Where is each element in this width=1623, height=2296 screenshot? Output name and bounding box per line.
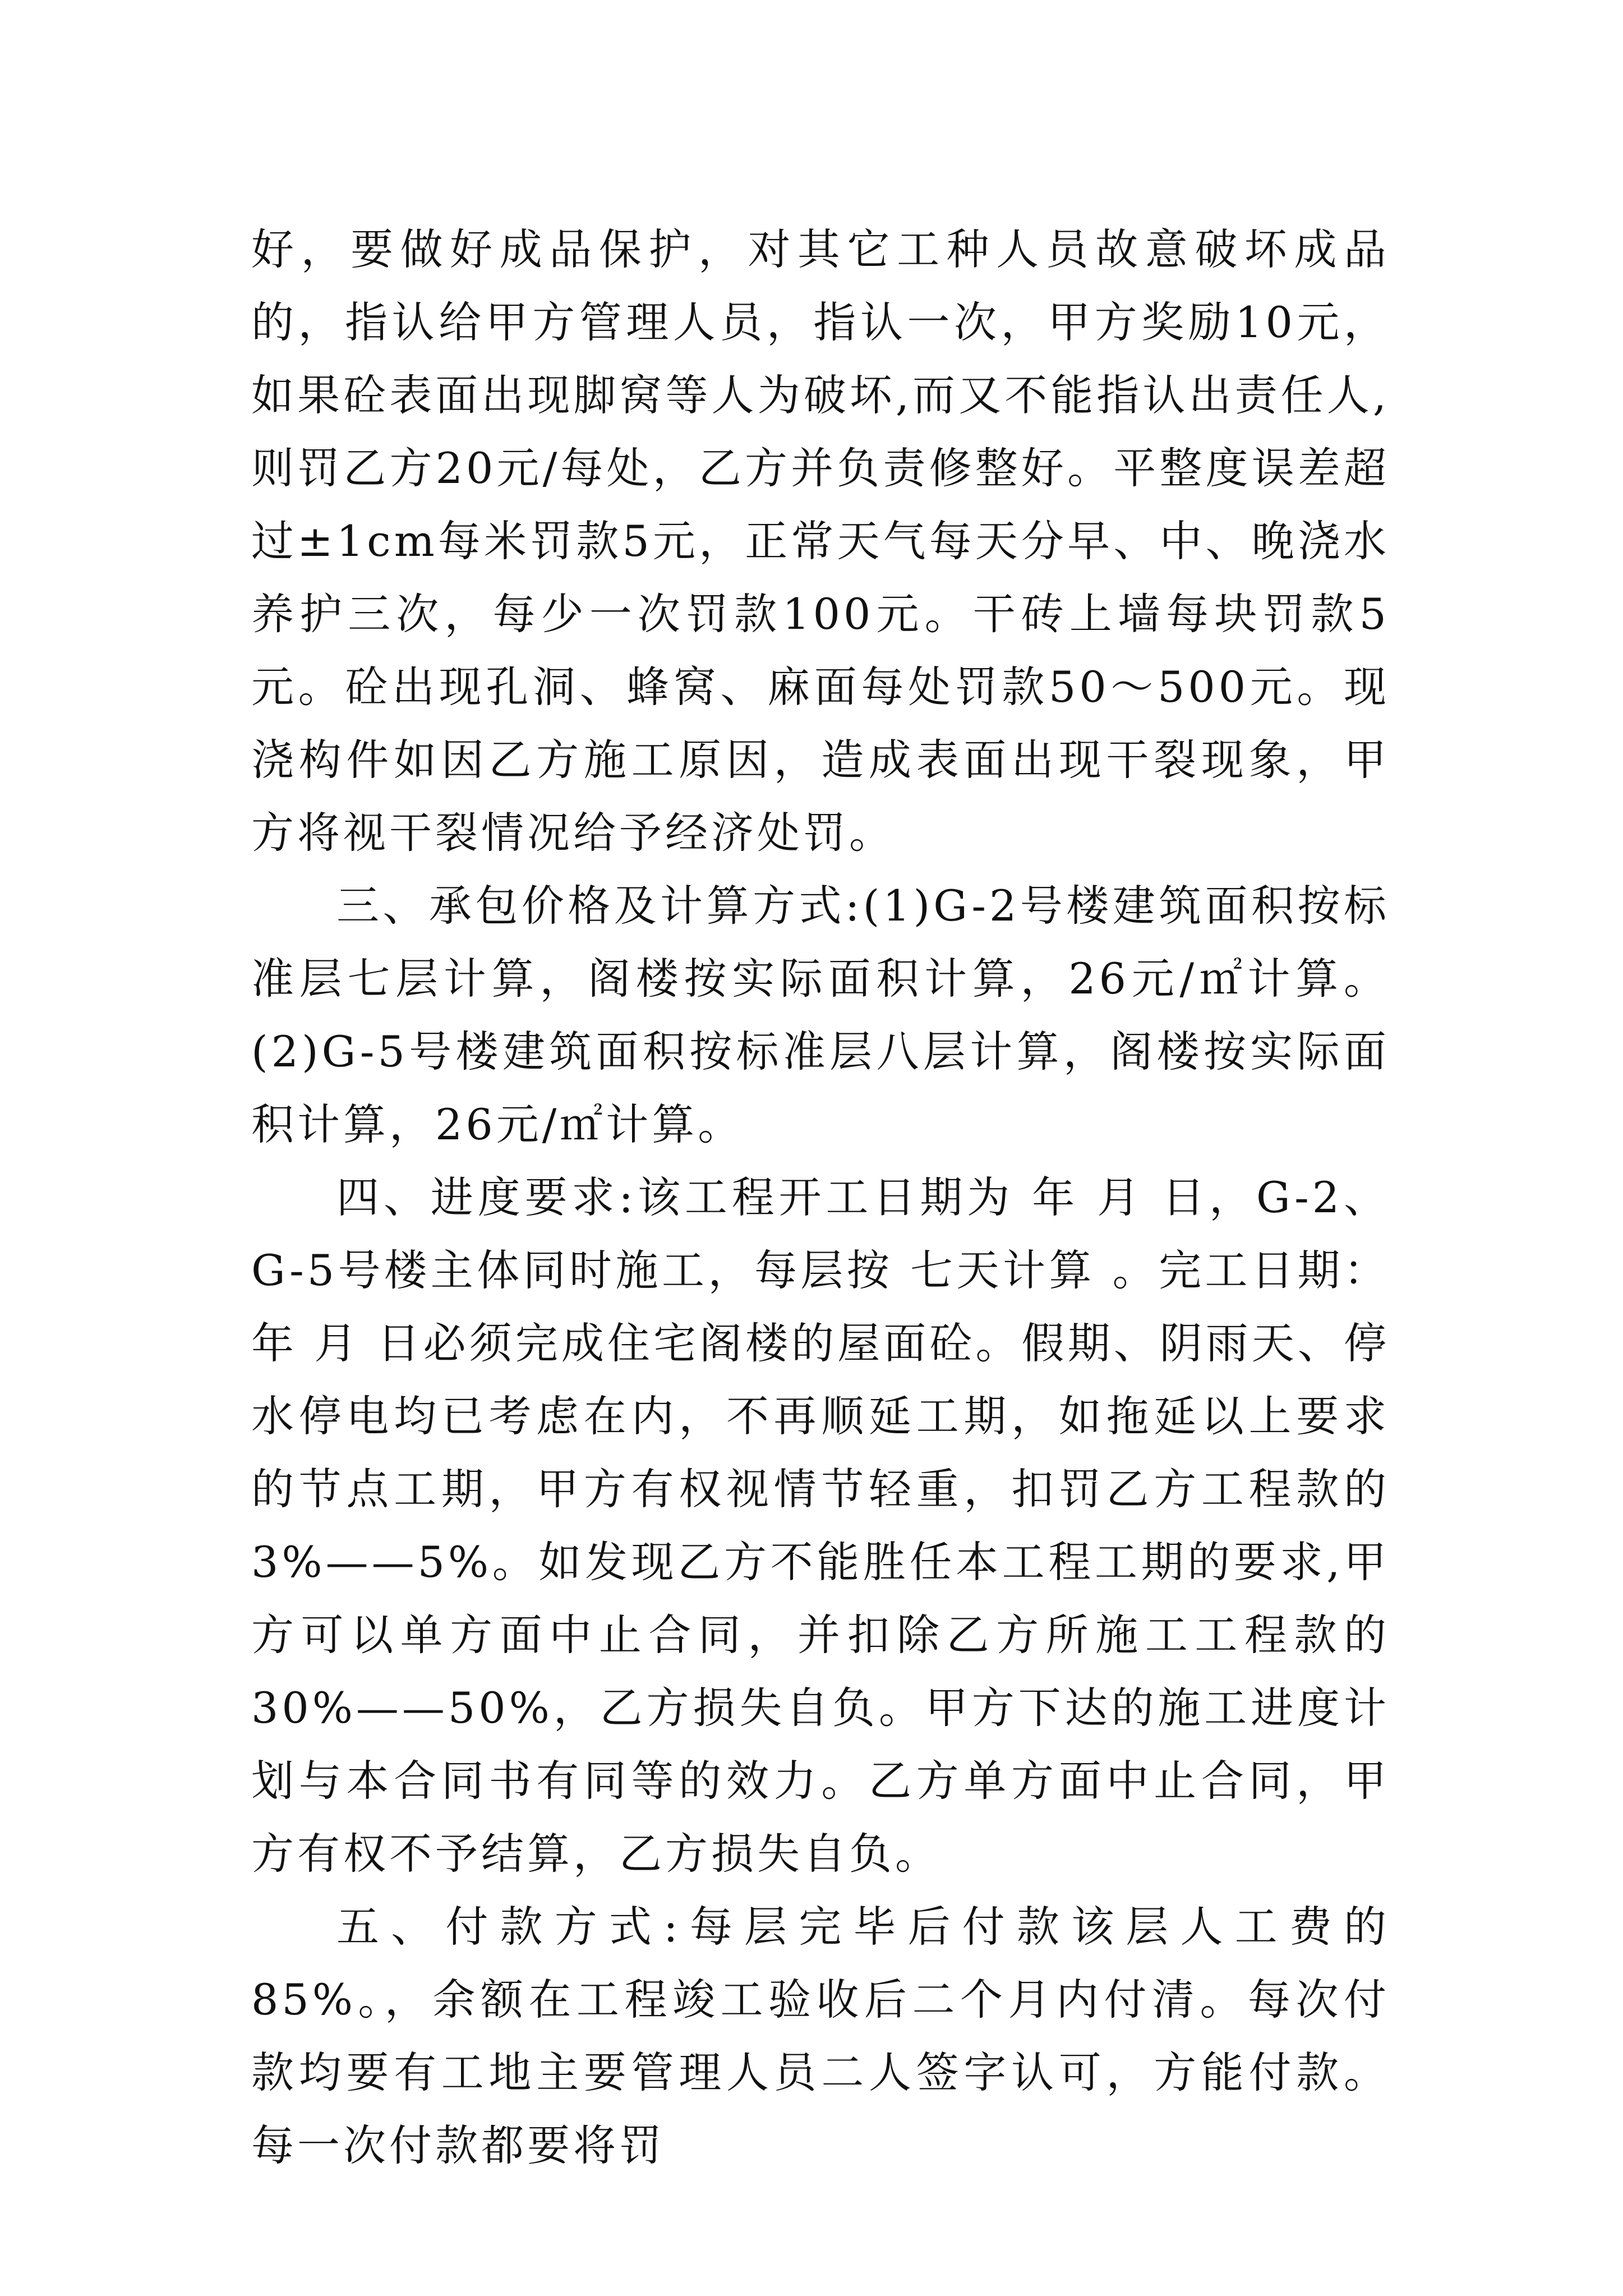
- paragraph-payment-terms: 五、付款方式:每层完毕后付款该层人工费的85%。，余额在工程竣工验收后二个月内付清。每次付款均要有工地主要管理人员二人签字认可，方能付款。每一次付款都要将罚: [251, 1902, 1390, 2170]
- contract-body-text: [251, 213, 1390, 2182]
- paragraph-pricing-calculation: 三、承包价格及计算方式:(1)G-2号楼建筑面积按标准层七层计算，阁楼按实际面积计算，26元/㎡计算。(2)G-5号楼建筑面积按标准层八层计算，阁楼按实际面积计算，26元/㎡计算。: [251, 881, 1390, 1149]
- paragraph-schedule-requirements: 四、进度要求:该工程开工日期为 年 月 日，G-2、G-5号楼主体同时施工，每层按 七天计算 。完工日期： 年 月 日必须完成住宅阁楼的屋面砼。假期、阴雨天、停水停电均已考虑在内，不再顺延工期，如拖延以上要求的节点工期，甲方有权视情节轻重，扣罚乙方工程款的3%——5%。如发现乙方不能胜任本工程工期的要求,甲方可以单方面中止合同，并扣除乙方所施工工程款的30%——50%，乙方损失自负。甲方下达的施工进度计划与本合同书有同等的效力。乙方单方面中止合同，甲方有权不予结算，乙方损失自负。: [251, 1172, 1390, 1879]
- paragraph-quality-penalties: 好，要做好成品保护，对其它工种人员故意破坏成品的，指认给甲方管理人员，指认一次，甲方奖励10元，如果砼表面出现脚窝等人为破坏,而又不能指认出责任人,则罚乙方20元/每处，乙方并负责修整好。平整度误差超过±1cm每米罚款5元，正常天气每天分早、中、晚浇水养护三次，每少一次罚款100元。干砖上墙每块罚款5元。砼出现孔洞、蜂窝、麻面每处罚款50～500元。现浇构件如因乙方施工原因，造成表面出现干裂现象，甲方将视干裂情况给予经济处罚。: [251, 224, 1390, 858]
